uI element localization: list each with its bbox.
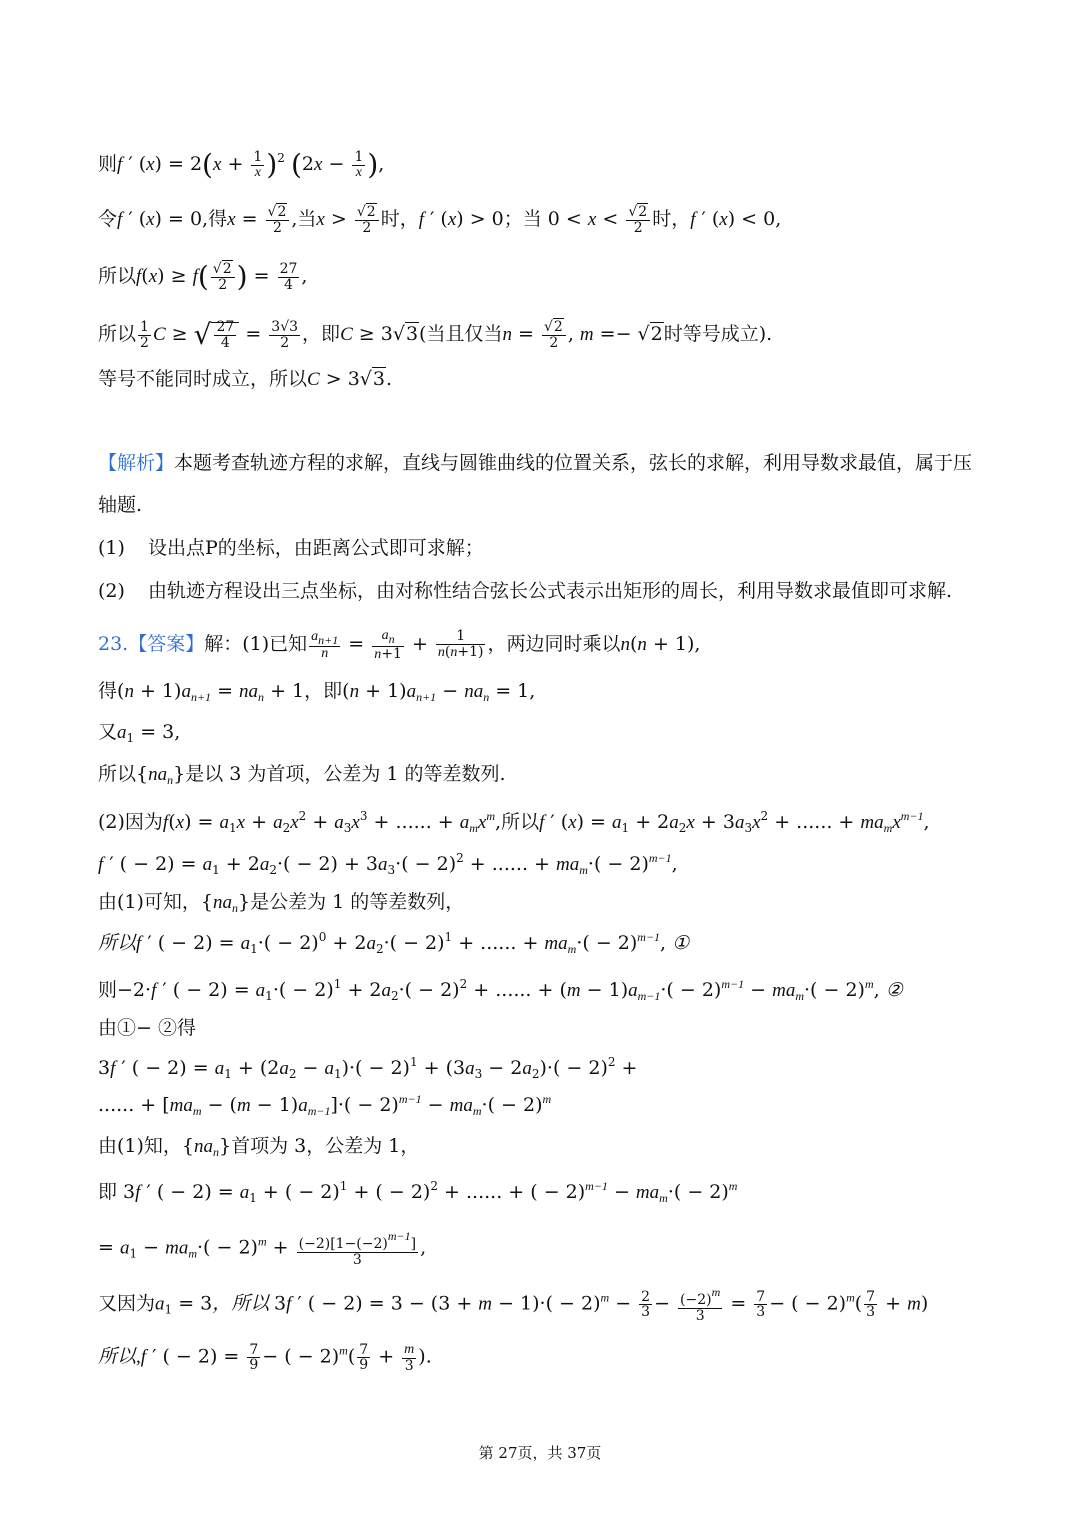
formula-line-22: 所以,f ′ ( − 2) = $\frac{7}{9}$ − ( − 2)$^m$( $\frac{7}{9}$ + $\frac{m}{3}$ ).: [98, 1341, 432, 1374]
text-segment: 则: [98, 153, 118, 176]
formula-line-10: (2)因为$f(x) = a_1x + a_2x^2 + a_3x^3$ + ...... + $a_mx^m$,所以f ′ $(x) = a_1 + 2a_2x + 3a_3x^2$ + ...... + $ma_mx^{m-1}$,: [98, 809, 930, 835]
analysis-item-1: [98, 539, 484, 558]
formula-line-11: f ′ ( − $2) = a_1 + 2a_2\cdot( - 2) + 3a_3\cdot( - 2)^2$ + ...... + $ma_m\cdot( - 2)^{m-1}$,: [98, 851, 678, 877]
text-segment: 又因为: [98, 1292, 156, 1315]
text-segment: 又: [98, 721, 118, 743]
text-segment: (2)因为: [98, 811, 163, 833]
text-segment: 由(1)知，: [98, 1135, 182, 1157]
formula-line-8: 又$a_1 = 3$,: [98, 721, 181, 745]
text-segment: 令: [98, 208, 118, 231]
analysis-text: 轴题.: [98, 494, 143, 516]
analysis-text: 本题考查轨迹方程的求解，直线与圆锥曲线的位置关系，弦长的求解，利用导数求最值，属于压: [174, 452, 973, 474]
text-segment: 时，: [652, 208, 691, 231]
text-segment: 首项为 3，公差为 1，: [231, 1135, 420, 1157]
text-segment: ，即: [302, 323, 341, 346]
item-number: (2): [98, 580, 125, 602]
formula-line-20: = $a_1 - ma_m\cdot( - 2)^m$ + $\frac{(-2)[1-(-2)^{m-1}]}{3}$ ,: [98, 1229, 427, 1268]
text-segment: 所以: [98, 265, 137, 288]
formula-line-21: 又因为$a_1 = 3$，所以 3f ′ ( − $2) = 3 - (3 + m - 1)\cdot( - 2)^m$ − $\frac{2}{3}$ − $\frac{(-2)^m}{3}$ = $\frac{7}{3}$ − ( − 2)$^m$( $\frac{7}{3}$ + m): [98, 1285, 929, 1324]
text-segment: ，即: [304, 680, 343, 702]
page-number: 第 27页，共 37页: [478, 1444, 602, 1462]
text-segment: ,当: [291, 208, 317, 231]
formula-line-4: 所以 $\frac{1}{2}$ C ≥ √ $\frac{27}{4}$ = $\frac{3√3}{2}$ ，即C ≥ 3√3(当且仅当n = $\frac{√2}{2}$ , m =− √2时等号成立).: [98, 318, 773, 352]
text-segment: 得: [98, 680, 118, 702]
text-segment: ,得: [202, 208, 228, 231]
text-segment: 由(1)可知，: [98, 891, 201, 913]
page-footer: [0, 1442, 1080, 1463]
item-text: 由轨迹方程设出三点坐标，由对称性结合弦长公式表示出矩形的周长，利用导数求最值即可求解.: [148, 580, 953, 602]
q23-line-1: 23.【答案】解：(1)已知 $\frac{a_{n+1}}{n}$ = $\frac{a_n}{n+1}$ + $\frac{1}{n(n+1)}$ ，两边同时乘以n(n + 1),: [98, 628, 701, 662]
analysis-line-2: [98, 496, 142, 515]
text-segment: 所以: [98, 763, 137, 785]
text-segment: ；当: [503, 208, 542, 231]
text-segment: 等号不能同时成立，所以: [98, 368, 308, 390]
analysis-item-2: [98, 582, 952, 601]
formula-line-16: 3f ′ ( − $2) = a_1 + (2a_2 - a_1)\cdot( - 2)^1 + (3a_3 - 2a_2)\cdot( - 2)^2$ +: [98, 1055, 638, 1081]
text-segment: 由①− ②得: [98, 1017, 196, 1039]
answer-tag: 【答案】: [128, 633, 205, 656]
item-number: (1): [98, 537, 125, 559]
text-segment: 时等号成立).: [663, 323, 773, 346]
text-segment: 是以 3 为首项，公差为 1 的等差数列.: [185, 763, 506, 785]
item-text: 设出点P的坐标，由距离公式即可求解；: [148, 537, 484, 559]
formula-line-19: 即 3f ′ ( − $2) = a_1$ + ( − 2)$^1$ + ( − 2)$^2$ + ...... + ( − $2)^{m-1} - ma_m\cdot( - 2)^m$: [98, 1179, 738, 1205]
formula-line-13: 所以f ′ ( − $2) = a_1\cdot( - 2)^0 + 2a_2\cdot( - 2)^1$ + ...... + $ma_m\cdot( - 2)^{m-1}$, ①: [98, 930, 690, 956]
text-segment: (当且仅当: [419, 323, 503, 346]
formula-line-18: 由(1)知，$\{na_n\}$首项为 3，公差为 1，: [98, 1135, 420, 1159]
formula-line-7: 得$(n + 1)a_{n+1} = na_n + 1$，即$(n + 1)a_{n+1} - na_n = 1$,: [98, 680, 536, 704]
text-segment: ，两边同时乘以: [487, 633, 621, 656]
text-segment: ，所以: [212, 1293, 275, 1315]
formula-line-3: 所以f(x) ≥ f( $\frac{√2}{2}$ ) = $\frac{27}{4}$ ,: [98, 260, 308, 294]
text-segment: 所以,: [98, 1346, 141, 1368]
text-segment: 则: [98, 979, 118, 1001]
text-segment: 所以: [98, 323, 137, 346]
formula-line-12: 由(1)可知，$\{na_n\}$是公差为 1 的等差数列，: [98, 891, 465, 915]
formula-line-1: 则f ′ (x) = 2(x + $\frac{1}{x}$ )$^2$ (2x − $\frac{1}{x}$ ),: [98, 148, 385, 182]
text-segment: 时，: [380, 208, 419, 231]
text-segment: 所以: [98, 933, 137, 954]
formula-line-2: 令f ′ (x) = 0,得x = $\frac{√2}{2}$ ,当x > $\frac{√2}{2}$ 时，f ′ (x) > 0；当 0 < x < $\frac{√2}{2}$ 时，f ′ (x) < 0,: [98, 204, 782, 236]
formula-line-15: [98, 1019, 196, 1038]
analysis-tag: 【解析】: [98, 452, 175, 474]
text-segment: 解：(1)已知: [204, 633, 308, 656]
formula-line-17: ...... + $[ma_m - (m - 1)a_{m-1}]\cdot( - 2)^{m-1} - ma_m\cdot( - 2)^m$: [98, 1092, 552, 1118]
formula-line-14: 则−2·f ′ ( − $2) = a_1\cdot( - 2)^1 + 2a_2\cdot( - 2)^2$ + ...... + $(m - 1)a_{m-1}\cdot( - 2)^{m-1} - ma_m\cdot( - 2)^m$, ②: [98, 977, 903, 1003]
text-segment: ,所以: [495, 811, 540, 833]
formula-line-9: 所以$\{na_n\}$是以 3 为首项，公差为 1 的等差数列.: [98, 763, 506, 787]
formula-line-5: 等号不能同时成立，所以C > 3√3.: [98, 368, 393, 390]
question-number: 23.: [98, 633, 129, 656]
text-segment: 即: [98, 1181, 124, 1203]
analysis-line-1: [98, 454, 972, 473]
text-segment: 是公差为 1 的等差数列，: [250, 891, 465, 913]
